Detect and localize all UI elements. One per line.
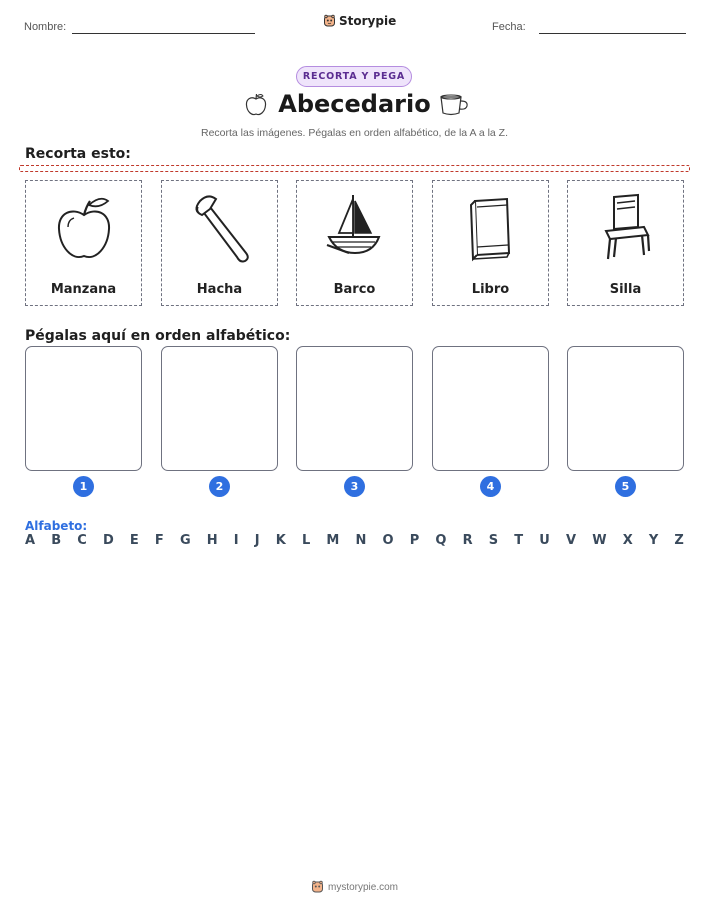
alphabet-row xyxy=(25,533,684,548)
page-title: Abecedario xyxy=(278,90,431,118)
cut-card-hacha[interactable] xyxy=(161,180,278,306)
alphabet-letter: X xyxy=(622,533,633,548)
alphabet-letter: T xyxy=(514,533,524,548)
card-word: Libro xyxy=(471,282,510,297)
alphabet-letter: D xyxy=(102,533,114,548)
brand-name: Storypie xyxy=(339,14,397,28)
brand-logo xyxy=(323,14,396,28)
cut-card-libro[interactable] xyxy=(432,180,549,306)
slot-number-5: 5 xyxy=(615,476,636,497)
alphabet-letter: U xyxy=(539,533,550,548)
alphabet-letter: W xyxy=(592,533,607,548)
date-label: Fecha: xyxy=(492,21,526,33)
card-word: Manzana xyxy=(50,282,117,297)
alphabet-letter: C xyxy=(77,533,87,548)
alphabet-letter: O xyxy=(382,533,394,548)
cut-line xyxy=(19,165,690,172)
alphabet-letter: L xyxy=(301,533,311,548)
cut-section-label: Recorta esto: xyxy=(25,146,131,162)
paste-box-1[interactable] xyxy=(25,346,142,471)
alphabet-letter: B xyxy=(51,533,62,548)
slot-number-4: 4 xyxy=(480,476,501,497)
card-word: Hacha xyxy=(196,282,243,297)
alphabet-letter: Q xyxy=(435,533,447,548)
mug-icon xyxy=(438,93,470,117)
paste-section-label: Pégalas aquí en orden alfabético: xyxy=(25,328,291,344)
storypie-mascot-icon xyxy=(311,880,324,894)
card-word: Silla xyxy=(609,282,642,297)
cut-card-barco[interactable] xyxy=(296,180,413,306)
alphabet-letter: Z xyxy=(674,533,684,548)
paste-box-2[interactable] xyxy=(161,346,278,471)
alphabet-letter: Y xyxy=(648,533,659,548)
alphabet-letter: I xyxy=(233,533,239,548)
alphabet-letter: G xyxy=(179,533,191,548)
footer xyxy=(0,880,709,894)
sailboat-icon xyxy=(315,187,395,267)
slot-number-3: 3 xyxy=(344,476,365,497)
alphabet-letter: E xyxy=(129,533,139,548)
name-line xyxy=(72,33,255,34)
paste-box-4[interactable] xyxy=(432,346,549,471)
alphabet-letter: K xyxy=(275,533,286,548)
footer-site: mystorypie.com xyxy=(327,881,398,893)
alphabet-letter: H xyxy=(206,533,218,548)
alphabet-letter: S xyxy=(488,533,499,548)
alphabet-letter: N xyxy=(355,533,367,548)
cut-card-manzana[interactable] xyxy=(25,180,142,306)
chair-icon xyxy=(586,187,666,267)
cut-card-silla[interactable] xyxy=(567,180,684,306)
slot-number-2: 2 xyxy=(209,476,230,497)
axe-icon xyxy=(180,187,260,267)
name-label: Nombre: xyxy=(24,21,67,33)
date-line xyxy=(539,33,686,34)
alphabet-letter: V xyxy=(566,533,577,548)
apple-icon xyxy=(44,187,124,267)
slot-number-1: 1 xyxy=(73,476,94,497)
paste-box-3[interactable] xyxy=(296,346,413,471)
alphabet-letter: P xyxy=(409,533,420,548)
alphabet-letter: R xyxy=(462,533,473,548)
instructions: Recorta las imágenes. Pégalas en orden alfabético, de la A a la Z. xyxy=(200,127,509,139)
alphabet-letter: A xyxy=(25,533,36,548)
alphabet-letter: F xyxy=(154,533,164,548)
alphabet-label: Alfabeto: xyxy=(25,519,88,533)
alphabet-letter: M xyxy=(326,533,340,548)
card-word: Barco xyxy=(333,282,376,297)
book-icon xyxy=(451,187,531,267)
activity-badge: RECORTA Y PEGA xyxy=(296,66,412,87)
alphabet-letter: J xyxy=(254,533,260,548)
storypie-mascot-icon xyxy=(323,14,336,28)
paste-box-5[interactable] xyxy=(567,346,684,471)
